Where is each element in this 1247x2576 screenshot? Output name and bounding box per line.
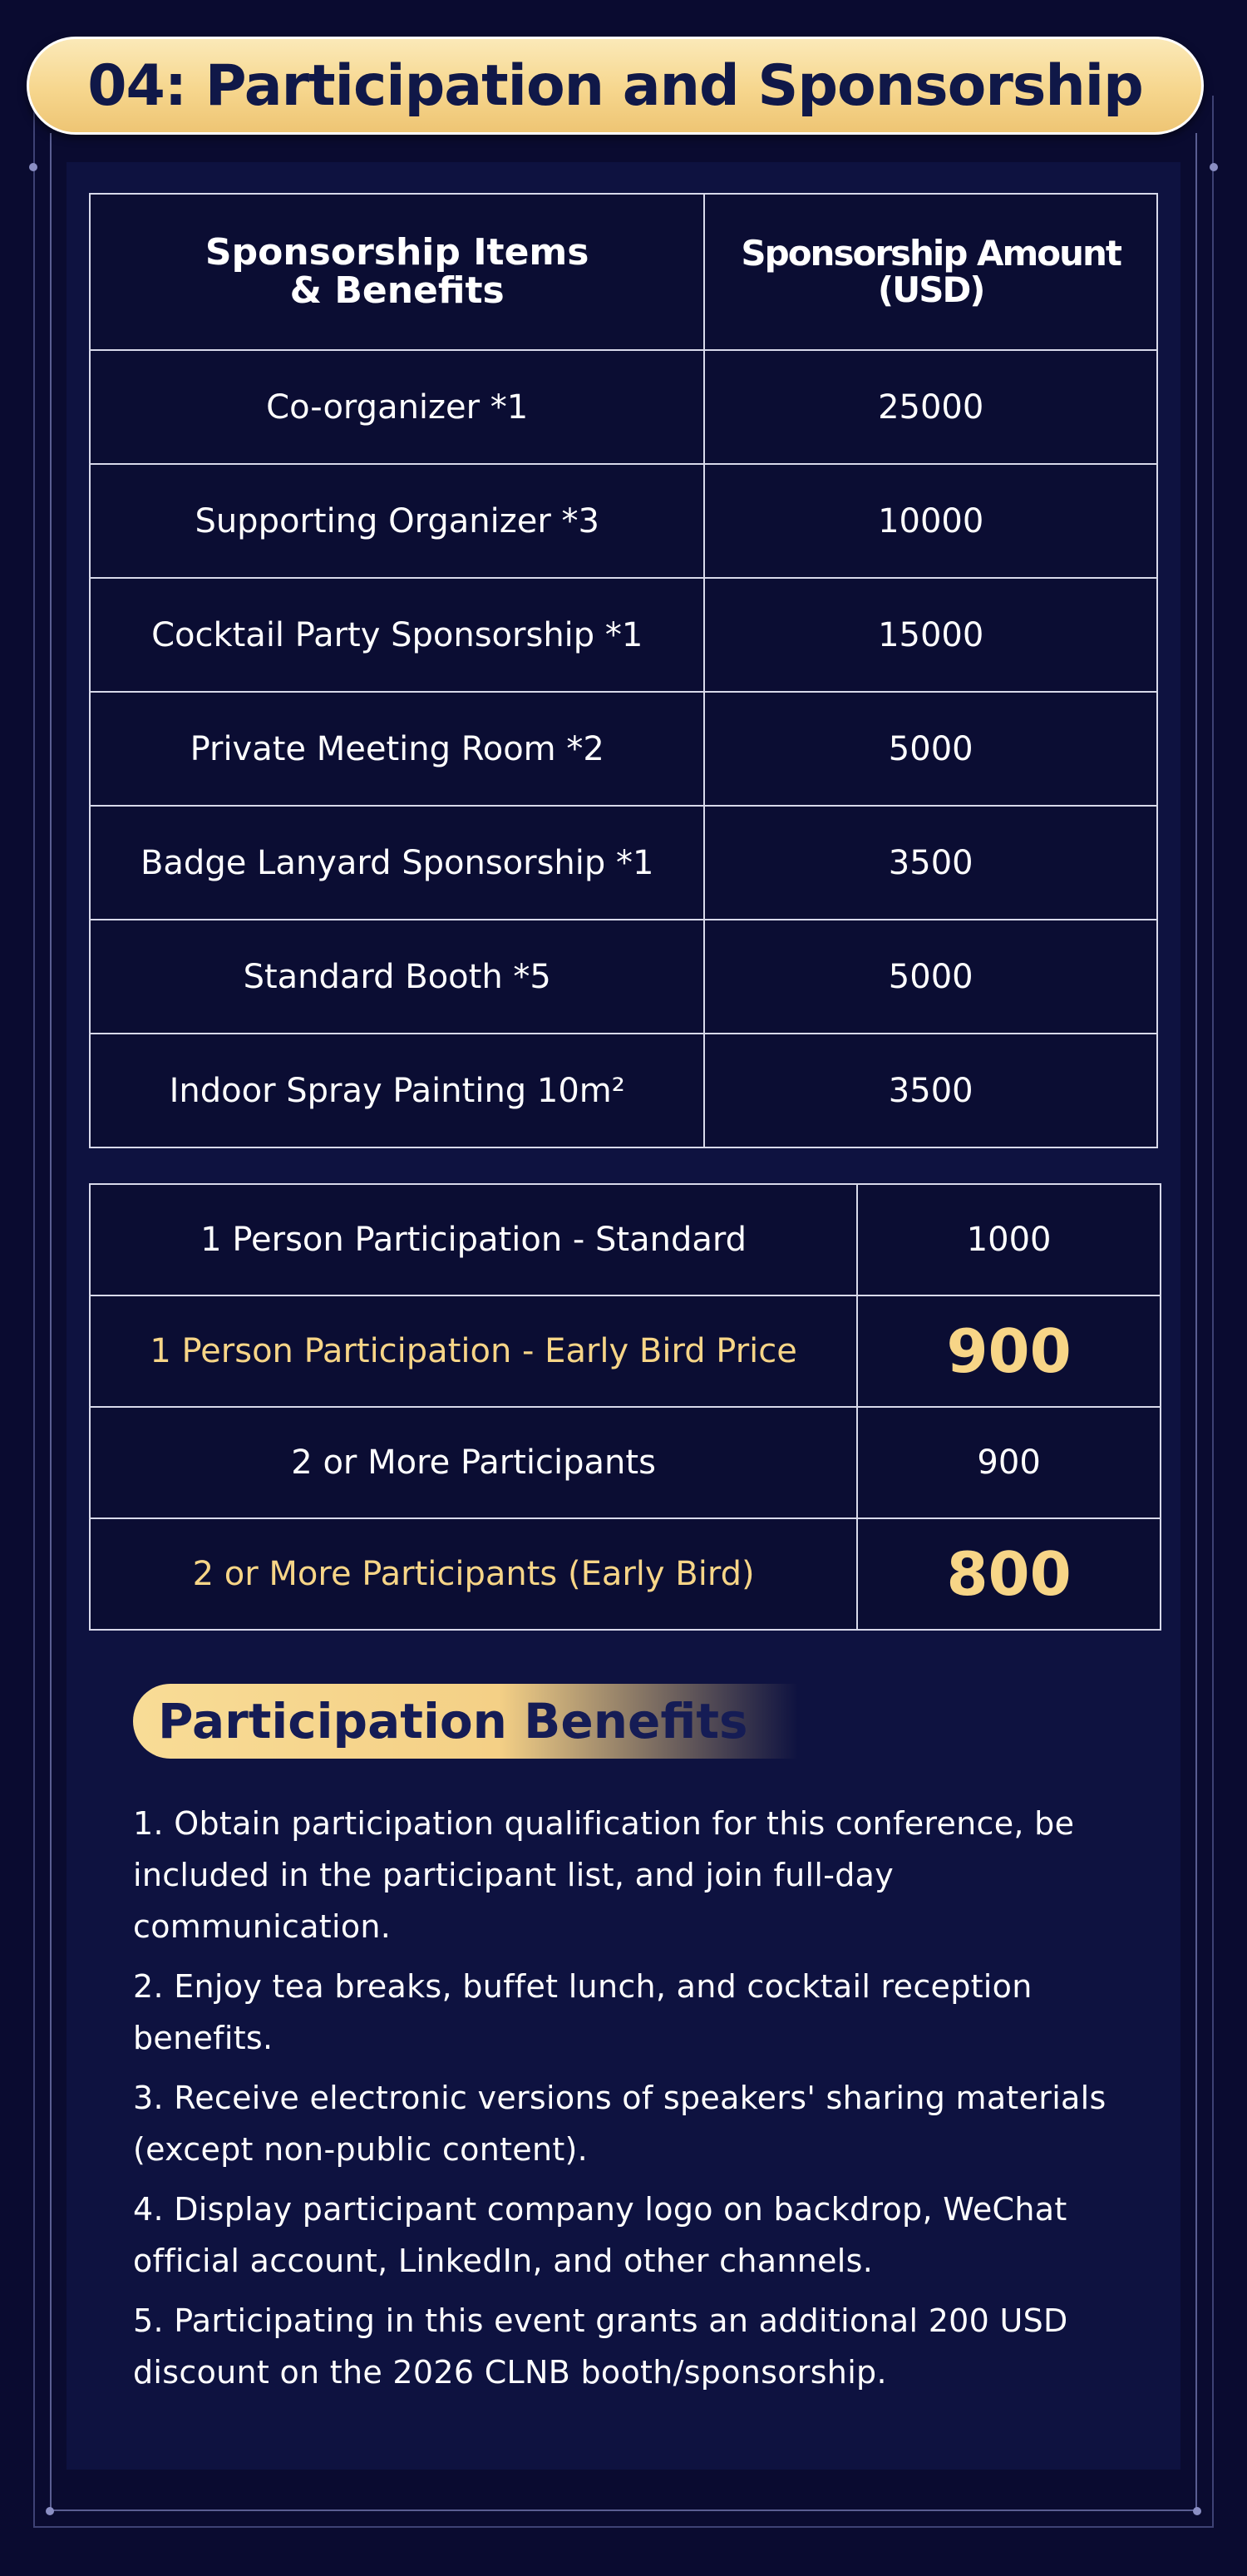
header-amount-line1: Sponsorship Amount xyxy=(741,232,1121,274)
sponsorship-item: Badge Lanyard Sponsorship *1 xyxy=(90,806,704,920)
sponsorship-item: Cocktail Party Sponsorship *1 xyxy=(90,578,704,692)
frame-dot xyxy=(46,2507,54,2515)
sponsorship-amount: 5000 xyxy=(704,920,1157,1034)
page-title: 04: Participation and Sponsorship xyxy=(87,52,1143,119)
table-row xyxy=(90,920,1157,1034)
benefits-heading: Participation Benefits xyxy=(158,1693,748,1749)
list-item: 5. Participating in this event grants an additional 200 USD discount on the 2026 CLNB booth/sponsorship. xyxy=(133,2302,1068,2391)
sponsorship-amount: 25000 xyxy=(704,350,1157,464)
benefits-heading-banner xyxy=(133,1684,798,1759)
header-amount xyxy=(704,194,1157,350)
frame-dot xyxy=(29,163,37,171)
header-items-line2: & Benefits xyxy=(289,269,505,312)
participation-option: 2 or More Participants (Early Bird) xyxy=(90,1518,857,1630)
benefits-list xyxy=(133,1798,1131,2406)
table-row xyxy=(90,692,1157,806)
table-row xyxy=(90,350,1157,464)
sponsorship-amount: 3500 xyxy=(704,806,1157,920)
participation-price: 800 xyxy=(857,1518,1161,1630)
participation-price: 900 xyxy=(857,1407,1161,1518)
sponsorship-table xyxy=(89,193,1158,1148)
list-item: 2. Enjoy tea breaks, buffet lunch, and cocktail reception benefits. xyxy=(133,1968,1033,2056)
sponsorship-amount: 10000 xyxy=(704,464,1157,578)
sponsorship-item: Private Meeting Room *2 xyxy=(90,692,704,806)
table-row xyxy=(90,806,1157,920)
list-item: 4. Display participant company logo on backdrop, WeChat official account, LinkedIn, and other channels. xyxy=(133,2191,1067,2279)
sponsorship-item: Standard Booth *5 xyxy=(90,920,704,1034)
table-row xyxy=(90,1034,1157,1147)
table-row xyxy=(90,1407,1161,1518)
table-header-row xyxy=(90,194,1157,350)
participation-option: 1 Person Participation - Standard xyxy=(90,1184,857,1295)
table-row-highlight xyxy=(90,1518,1161,1630)
table-row xyxy=(90,464,1157,578)
list-item: 3. Receive electronic versions of speakers' sharing materials (except non-public content). xyxy=(133,2080,1107,2168)
frame-dot xyxy=(1210,163,1218,171)
header-items xyxy=(90,194,704,350)
participation-price: 900 xyxy=(857,1295,1161,1407)
list-item: 1. Obtain participation qualification for this conference, be included in the participant list, and join full-day communication. xyxy=(133,1805,1075,1945)
header-amount-line2: (USD) xyxy=(877,269,984,310)
table-row xyxy=(90,1184,1161,1295)
header-items-line1: Sponsorship Items xyxy=(205,230,589,274)
frame-dot xyxy=(1193,2507,1201,2515)
sponsorship-item: Indoor Spray Painting 10m² xyxy=(90,1034,704,1147)
sponsorship-item: Supporting Organizer *3 xyxy=(90,464,704,578)
participation-option: 2 or More Participants xyxy=(90,1407,857,1518)
sponsorship-amount: 15000 xyxy=(704,578,1157,692)
table-row-highlight xyxy=(90,1295,1161,1407)
sponsorship-amount: 3500 xyxy=(704,1034,1157,1147)
participation-fee-table xyxy=(89,1183,1161,1631)
table-row xyxy=(90,578,1157,692)
title-banner xyxy=(27,37,1204,135)
participation-price: 1000 xyxy=(857,1184,1161,1295)
sponsorship-amount: 5000 xyxy=(704,692,1157,806)
sponsorship-item: Co-organizer *1 xyxy=(90,350,704,464)
participation-option: 1 Person Participation - Early Bird Price xyxy=(90,1295,857,1407)
